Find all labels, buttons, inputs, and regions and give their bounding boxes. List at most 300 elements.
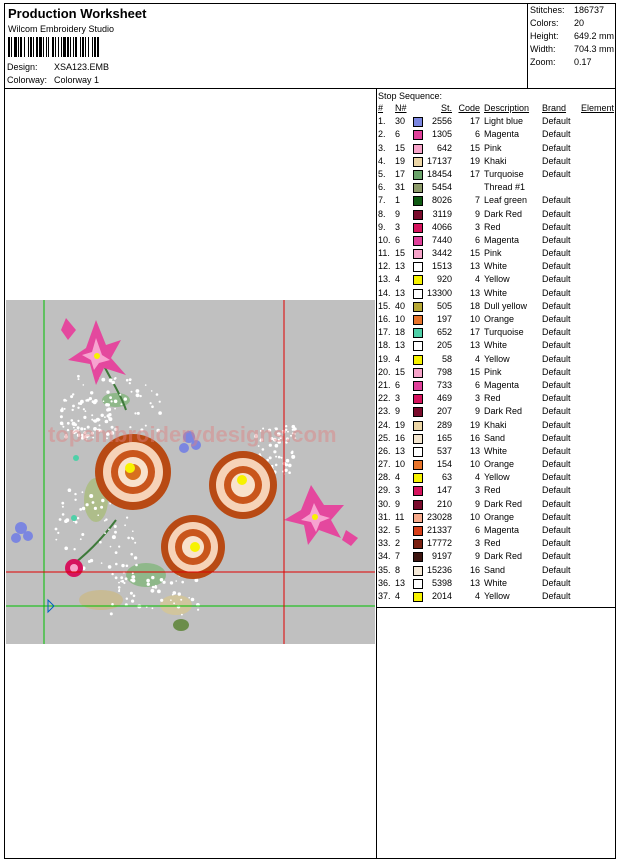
stop-sequence-header — [378, 102, 616, 115]
breath-dot — [65, 400, 67, 402]
breath-dot — [152, 586, 155, 589]
breath-dot — [85, 410, 87, 412]
breath-dot — [130, 553, 133, 556]
table-row — [378, 155, 616, 168]
breath-dot — [114, 400, 118, 404]
row-brand: Default — [542, 248, 571, 259]
row-code: 13 — [469, 445, 480, 456]
row-description: Dark Red — [484, 406, 523, 417]
breath-dot — [181, 581, 184, 584]
color-swatch — [413, 355, 423, 365]
row-stitches: 469 — [436, 393, 452, 404]
row-brand: Default — [542, 406, 571, 417]
breath-dot — [129, 382, 131, 384]
breath-dot — [131, 600, 134, 603]
row-code: 6 — [474, 525, 480, 535]
breath-dot — [103, 400, 105, 402]
breath-dot — [132, 579, 136, 583]
breath-dot — [281, 457, 283, 459]
table-bottom-divider — [377, 607, 615, 608]
row-index: 25. — [378, 432, 391, 443]
row-stitches: 733 — [436, 379, 452, 390]
breath-dot — [275, 456, 277, 458]
breath-dot — [104, 532, 106, 534]
breath-dot — [57, 532, 59, 534]
breath-dot — [131, 391, 133, 393]
breath-dot — [73, 548, 75, 550]
row-code: 3 — [474, 485, 480, 496]
table-row — [378, 366, 616, 379]
row-index: 21. — [378, 379, 391, 390]
row-code: 15 — [469, 366, 480, 377]
breath-dot — [112, 535, 116, 539]
row-stitches: 9197 — [431, 551, 452, 562]
height-value: 649.2 mm — [574, 31, 615, 41]
breath-dot — [101, 378, 105, 382]
breath-dot — [101, 562, 103, 564]
breath-dot — [288, 471, 291, 474]
breath-dot — [78, 402, 81, 405]
breath-dot — [151, 390, 153, 392]
row-stitches: 210 — [436, 498, 452, 509]
design-value: XSA123.EMB — [54, 62, 110, 72]
rose-right — [209, 451, 277, 519]
breath-dot — [120, 576, 123, 579]
row-code: 9 — [474, 208, 480, 219]
row-code: 6 — [474, 379, 480, 390]
rose-bottom — [161, 515, 225, 579]
breath-dot — [94, 399, 98, 403]
breath-dot — [131, 537, 133, 539]
col-brand: Brand — [542, 103, 567, 113]
row-brand: Default — [542, 208, 571, 219]
breath-dot — [60, 409, 64, 413]
breath-dot — [188, 597, 190, 599]
breath-dot — [132, 572, 134, 574]
breath-dot — [197, 609, 199, 611]
table-row — [378, 564, 616, 577]
row-needle: 9 — [395, 208, 401, 219]
color-swatch — [413, 434, 423, 444]
row-index: 10. — [378, 234, 391, 245]
color-swatch — [413, 407, 423, 417]
row-stitches: 4066 — [431, 221, 452, 232]
breath-dot — [114, 408, 116, 410]
color-swatch — [413, 394, 423, 404]
row-code: 15 — [469, 248, 480, 259]
zoom-row — [530, 57, 592, 67]
col-code: Code — [458, 103, 480, 113]
color-swatch — [413, 223, 423, 233]
row-index: 26. — [378, 445, 391, 456]
row-brand: Default — [542, 234, 571, 245]
header-divider — [5, 88, 615, 89]
row-needle: 15 — [395, 142, 406, 153]
breath-dot — [124, 397, 127, 400]
row-needle: 10 — [395, 459, 406, 470]
col-idx: # — [378, 103, 384, 113]
breath-dot — [275, 464, 278, 467]
row-needle: 31 — [395, 182, 406, 193]
row-index: 12. — [378, 261, 391, 272]
row-index: 14. — [378, 287, 391, 298]
row-stitches: 165 — [436, 432, 452, 443]
row-needle: 13 — [395, 340, 406, 351]
row-needle: 7 — [395, 551, 401, 562]
color-swatch — [413, 473, 423, 483]
color-swatch — [413, 157, 423, 167]
row-needle: 5 — [395, 525, 401, 535]
breath-dot — [262, 448, 265, 451]
table-row — [378, 405, 616, 418]
row-stitches: 5454 — [431, 182, 452, 193]
row-description: Yellow — [484, 274, 510, 285]
row-index: 28. — [378, 472, 391, 483]
breath-dot — [100, 506, 103, 509]
breath-dot — [74, 493, 76, 495]
height-row — [530, 31, 614, 41]
zoom-value: 0.17 — [574, 57, 592, 67]
breath-dot — [114, 378, 116, 380]
row-stitches: 58 — [441, 353, 452, 364]
table-row — [378, 326, 616, 339]
row-description: Turquoise — [484, 168, 524, 179]
table-row — [378, 498, 616, 511]
breath-dot — [124, 524, 126, 526]
header-left — [5, 4, 527, 88]
breath-dot — [130, 592, 133, 595]
row-brand: Default — [542, 551, 571, 562]
row-stitches: 18454 — [426, 168, 452, 179]
color-swatch — [413, 368, 423, 378]
row-index: 35. — [378, 564, 391, 575]
row-code: 15 — [469, 142, 480, 153]
breath-dot — [106, 408, 109, 411]
row-brand: Default — [542, 300, 571, 311]
row-brand: Default — [542, 564, 571, 575]
row-code: 4 — [474, 472, 480, 483]
breath-dot — [151, 589, 155, 593]
table-row — [378, 339, 616, 352]
row-brand: Default — [542, 393, 571, 404]
breath-dot — [105, 403, 108, 406]
breath-dot — [72, 409, 74, 411]
breath-dot — [115, 551, 118, 554]
row-description: White — [484, 287, 508, 298]
row-stitches: 205 — [436, 340, 452, 351]
row-stitches: 798 — [436, 366, 452, 377]
row-index: 31. — [378, 511, 391, 522]
breath-dot — [134, 412, 136, 414]
row-description: Yellow — [484, 353, 510, 364]
breath-dot — [178, 592, 181, 595]
row-brand: Default — [542, 142, 571, 153]
row-code: 4 — [474, 274, 480, 285]
breath-dot — [131, 575, 135, 579]
breath-dot — [86, 503, 89, 506]
row-index: 7. — [378, 195, 386, 206]
row-code: 17 — [469, 116, 480, 127]
breath-dot — [135, 564, 138, 567]
table-row — [378, 313, 616, 326]
breath-dot — [291, 455, 295, 459]
breath-dot — [111, 400, 113, 402]
row-stitches: 23028 — [426, 511, 452, 522]
breath-dot — [83, 408, 85, 410]
row-code: 19 — [469, 155, 480, 166]
row-description: Light blue — [484, 116, 524, 127]
row-description: White — [484, 577, 508, 588]
row-code: 16 — [469, 432, 480, 443]
color-swatch — [413, 421, 423, 431]
stitches-row — [530, 5, 604, 15]
color-swatch — [413, 262, 423, 272]
row-brand: Default — [542, 168, 571, 179]
row-brand: Default — [542, 432, 571, 443]
row-code: 10 — [469, 459, 480, 470]
breath-dot — [119, 394, 121, 396]
row-needle: 30 — [395, 116, 406, 127]
row-needle: 6 — [395, 379, 401, 390]
breath-dot — [160, 578, 164, 582]
color-swatch — [413, 566, 423, 576]
color-swatch — [413, 249, 423, 259]
row-index: 24. — [378, 419, 391, 430]
breath-dot — [65, 518, 69, 522]
row-needle: 3 — [395, 221, 401, 232]
row-needle: 4 — [395, 590, 401, 601]
color-swatch — [413, 315, 423, 325]
table-row — [378, 471, 616, 484]
table-row — [378, 432, 616, 445]
breath-dot — [105, 518, 107, 520]
row-code: 16 — [469, 564, 480, 575]
breath-dot — [158, 411, 162, 415]
breath-dot — [151, 405, 154, 408]
breath-dot — [133, 595, 136, 598]
breath-dot — [159, 401, 161, 403]
design-preview — [6, 300, 375, 644]
table-row — [378, 550, 616, 563]
row-needle: 19 — [395, 419, 406, 430]
breath-dot — [108, 417, 112, 421]
barcode — [8, 37, 137, 57]
breath-dot — [118, 586, 121, 589]
row-index: 2. — [378, 129, 386, 140]
row-index: 29. — [378, 485, 391, 496]
row-index: 16. — [378, 314, 391, 324]
stop-sequence — [378, 90, 616, 603]
row-stitches: 642 — [436, 142, 452, 153]
breath-dot — [126, 517, 128, 519]
row-brand: Default — [542, 314, 571, 324]
row-stitches: 207 — [436, 406, 452, 417]
table-row — [378, 458, 616, 471]
breath-dot — [126, 565, 129, 568]
table-row — [378, 181, 616, 194]
table-row — [378, 247, 616, 260]
breath-dot — [136, 393, 140, 397]
row-description: Thread #1 — [484, 182, 526, 193]
breath-dot — [79, 508, 82, 511]
embroidery-artwork — [6, 300, 375, 644]
row-description: Dark Red — [484, 551, 523, 562]
colorway-label: Colorway: — [7, 75, 48, 85]
row-code: 13 — [469, 577, 480, 588]
design-row — [7, 62, 109, 72]
row-needle: 40 — [395, 300, 406, 311]
row-code: 9 — [474, 498, 480, 509]
row-stitches: 1305 — [431, 129, 452, 140]
breath-dot — [108, 528, 110, 530]
row-code: 3 — [474, 393, 480, 404]
row-index: 22. — [378, 393, 391, 404]
row-needle: 19 — [395, 155, 406, 166]
breath-dot — [70, 395, 73, 398]
row-index: 36. — [378, 577, 391, 588]
row-code: 13 — [469, 287, 480, 298]
row-description: Khaki — [484, 419, 507, 430]
watermark-text: topembroiderydesigns.com — [48, 422, 337, 447]
breath-dot — [106, 390, 109, 393]
breath-dot — [170, 581, 173, 584]
stitches-label: Stitches: — [530, 5, 565, 15]
row-needle: 16 — [395, 432, 406, 443]
row-needle: 8 — [395, 564, 401, 575]
table-row — [378, 300, 616, 313]
color-swatch — [413, 526, 423, 536]
row-description: Turquoise — [484, 327, 524, 338]
breath-dot — [191, 598, 195, 602]
breath-dot — [125, 577, 128, 580]
row-needle: 13 — [395, 287, 406, 298]
row-code: 4 — [474, 590, 480, 601]
color-swatch — [413, 500, 423, 510]
breath-dot — [64, 547, 68, 551]
breath-dot — [108, 565, 112, 569]
row-stitches: 15236 — [426, 564, 452, 575]
row-stitches: 17137 — [426, 155, 452, 166]
row-stitches: 652 — [436, 327, 452, 338]
col-element: Element — [581, 103, 615, 113]
zoom-label: Zoom: — [530, 57, 556, 67]
row-stitches: 197 — [436, 314, 452, 324]
row-needle: 9 — [395, 406, 401, 417]
breath-dot — [60, 415, 63, 418]
breath-dot — [163, 581, 166, 584]
row-brand: Default — [542, 353, 571, 364]
color-swatch — [413, 579, 423, 589]
row-code: 4 — [474, 353, 480, 364]
breath-dot — [284, 469, 287, 472]
row-brand: Default — [542, 274, 571, 285]
breath-dot — [72, 393, 74, 395]
breath-dot — [77, 517, 79, 519]
row-description: Orange — [484, 459, 515, 470]
row-needle: 13 — [395, 261, 406, 272]
row-code: 13 — [469, 261, 480, 272]
table-row — [378, 287, 616, 300]
row-brand: Default — [542, 445, 571, 456]
breath-dot — [115, 576, 118, 579]
row-code: 18 — [469, 300, 480, 311]
breath-dot — [68, 488, 72, 492]
table-row — [378, 273, 616, 286]
table-row — [378, 379, 616, 392]
row-index: 1. — [378, 116, 386, 127]
color-swatch — [413, 381, 423, 391]
colors-row — [530, 18, 584, 28]
row-description: Pink — [484, 366, 502, 377]
row-index: 30. — [378, 498, 391, 509]
row-index: 15. — [378, 300, 391, 311]
column-divider — [376, 89, 377, 859]
row-description: Orange — [484, 511, 515, 522]
row-index: 5. — [378, 168, 386, 179]
color-swatch — [413, 328, 423, 338]
page-title: Production Worksheet — [8, 6, 147, 21]
row-index: 19. — [378, 353, 391, 364]
row-stitches: 289 — [436, 419, 452, 430]
row-brand: Default — [542, 340, 571, 351]
color-swatch — [413, 289, 423, 299]
table-row — [378, 221, 616, 234]
row-description: Dark Red — [484, 208, 523, 219]
breath-dot — [74, 499, 76, 501]
row-needle: 4 — [395, 353, 401, 364]
table-row — [378, 511, 616, 524]
row-needle: 3 — [395, 485, 401, 496]
color-swatch — [413, 117, 423, 127]
row-description: Magenta — [484, 525, 520, 535]
breath-dot — [136, 389, 140, 393]
row-needle: 3 — [395, 393, 401, 404]
barcode-bar — [99, 37, 100, 57]
color-swatch — [413, 183, 423, 193]
col-st: St. — [440, 103, 452, 113]
breath-dot — [145, 384, 147, 386]
row-index: 13. — [378, 274, 391, 285]
breath-dot — [111, 381, 115, 385]
breath-dot — [78, 378, 80, 380]
row-stitches: 3119 — [432, 208, 452, 219]
breath-dot — [134, 556, 137, 559]
row-brand: Default — [542, 538, 571, 549]
pink-lily-top — [61, 318, 126, 385]
row-stitches: 7440 — [431, 234, 452, 245]
breath-dot — [150, 402, 152, 404]
table-row — [378, 234, 616, 247]
row-needle: 15 — [395, 248, 406, 259]
row-description: Red — [484, 538, 501, 549]
row-index: 8. — [378, 208, 386, 219]
breath-dot — [55, 539, 57, 541]
breath-dot — [154, 586, 157, 589]
row-description: Red — [484, 393, 501, 404]
app-name: Wilcom Embroidery Studio — [8, 24, 115, 34]
row-index: 17. — [378, 327, 391, 338]
breath-dot — [181, 614, 183, 616]
row-index: 20. — [378, 366, 391, 377]
row-stitches: 920 — [436, 274, 452, 285]
color-swatch — [413, 302, 423, 312]
breath-dot — [132, 530, 134, 532]
table-row — [378, 142, 616, 155]
row-needle: 18 — [395, 327, 406, 338]
breath-dot — [157, 590, 161, 594]
breath-dot — [139, 395, 141, 397]
breath-dot — [59, 518, 62, 521]
